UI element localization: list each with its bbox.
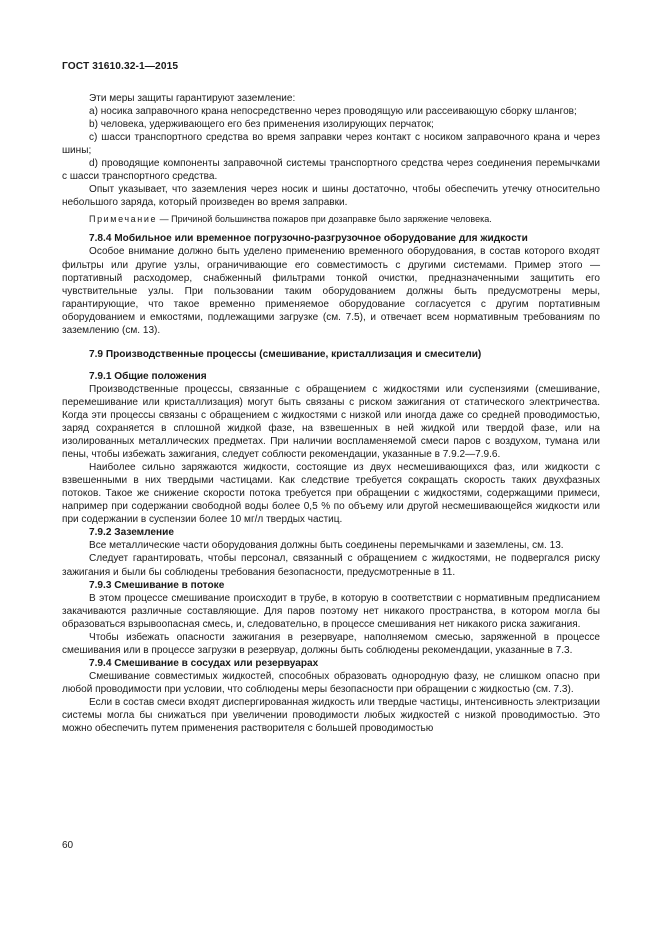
paragraph: Если в состав смеси входят диспергированная жидкость или твердые частицы, интенсивность электризации системы могла бы снижаться при увеличении проводимости любых жидкостей с низкой проводимостью. Это можно обеспечить путем применения растворителя с большей проводимостью — [62, 696, 600, 735]
section-heading-7-9: 7.9 Производственные процессы (смешивание, кристаллизация и смесители) — [89, 348, 482, 360]
paragraph: В этом процессе смешивание происходит в трубе, в которую в соответствии с нормативным предписанием закачиваются различные составляющие. Для паров поэтому нет никакого пространства, в котором могла бы образоваться взрывоопасная смесь, и, следовательно, в процессе смешивания нет никакого риска зажигания. — [62, 592, 600, 630]
section-heading-7-9-2: 7.9.2 Заземление — [89, 527, 174, 539]
list-item: b) человека, удерживающего его без применения изолирующих перчаток; — [89, 119, 434, 131]
document-header: ГОСТ 31610.32-1—2015 — [62, 61, 179, 72]
note-label: Примечание — [89, 214, 158, 225]
list-item: с) шасси транспортного средства во время заправки через контакт с носиком заправочного крана и через шины; — [62, 132, 600, 157]
paragraph: Опыт указывает, что заземления через носик и шины достаточно, чтобы обеспечить утечку относительно небольшого заряда, который произведен во время заправки. — [62, 184, 600, 209]
note — [62, 213, 600, 225]
document-body — [62, 92, 600, 735]
paragraph: Чтобы избежать опасности зажигания в резервуаре, наполняемом смесью, заряженной в процессе смешивания или в процессе загрузки в резервуар, должны быть соблюдены рекомендации, указанные в 7.3. — [62, 631, 600, 656]
section-heading-7-9-4: 7.9.4 Смешивание в сосудах или резервуарах — [89, 657, 319, 669]
section-heading-7-9-3: 7.9.3 Смешивание в потоке — [89, 579, 225, 591]
section-heading-7-9-1: 7.9.1 Общие положения — [89, 370, 207, 382]
paragraph: Эти меры защиты гарантируют заземление: — [89, 93, 296, 104]
paragraph: Наиболее сильно заряжаются жидкости, состоящие из двух несмешивающихся фаз, или жидкости с взвешенными в них твердыми частицами. Как следствие требуется сокращать скорость таких двухфазных потоков. Такое же снижение скорости потока требуется при обращении с жидкостями, содержащими примеси, например при содержании свободной воды более 0,5 % по объему или другой несмешивающейся жидкости или при содержании в суспензии более 10 мг/л твердых частиц. — [62, 462, 600, 526]
paragraph: Производственные процессы, связанные с обращением с жидкостями или суспензиями (смешивание, перемешивание или кристаллизация) могут быть связаны с риском зажигания от статического электричества. Когда эти процессы связаны с обращением с жидкостями с низкой или иногда даже со средней проводимостью, заряд сохраняется в сплошной жидкой фазе, на взвешенных в ней жидкой или твердой фазе, или на изолированных металлических предметах. При наличии воспламеняемой смеси паров с воздухом, тумана или пены, чтобы избежать зажигания, следует соблюсти рекомендации, указанные в 7.9.2—7.9.6. — [62, 383, 600, 461]
section-heading-7-8-4: 7.8.4 Мобильное или временное погрузочно-разгрузочное оборудование для жидкости — [89, 233, 528, 245]
paragraph: Все металлические части оборудования должны быть соединены перемычками и заземлены, см. 13. — [89, 540, 564, 552]
list-item: а) носика заправочного крана непосредственно через проводящую или рассеивающую сборку шлангов; — [89, 106, 577, 118]
paragraph: Следует гарантировать, чтобы персонал, связанный с обращением с жидкостями, не подвергался риску зажигания и были бы соблюдены требования безопасности, предусмотренные в 11. — [62, 553, 600, 578]
page-number: 60 — [62, 840, 74, 851]
paragraph: Особое внимание должно быть уделено применению временного оборудования, в состав которого входят фильтры или другие узлы, ограничивающие его совместимость с другими системами. Пример этого — портативный расходомер, снабженный фильтрами тонкой очистки, предназначенными защитить его чувствительные узлы. При пользовании таким оборудованием должны быть предусмотрены меры, гарантирующие, что такое временно применяемое оборудование согласуется с другим портативным оборудованием и емкостями, подлежащими загрузке (см. 7.5), и отвечает всем нормативным требованиям по заземлению (см. 13). — [62, 246, 600, 336]
note-text: — Причиной большинства пожаров при дозаправке было заряжение человека. — [157, 214, 492, 225]
paragraph: Смешивание совместимых жидкостей, способных образовать однородную фазу, не слишком опасно при любой проводимости при условии, что соблюдены меры безопасности при обращении с жидкостью (см. 7.3). — [62, 670, 600, 695]
list-item: d) проводящие компоненты заправочной системы транспортного средства через соединения перемычками с шасси транспортного средства. — [62, 158, 600, 183]
